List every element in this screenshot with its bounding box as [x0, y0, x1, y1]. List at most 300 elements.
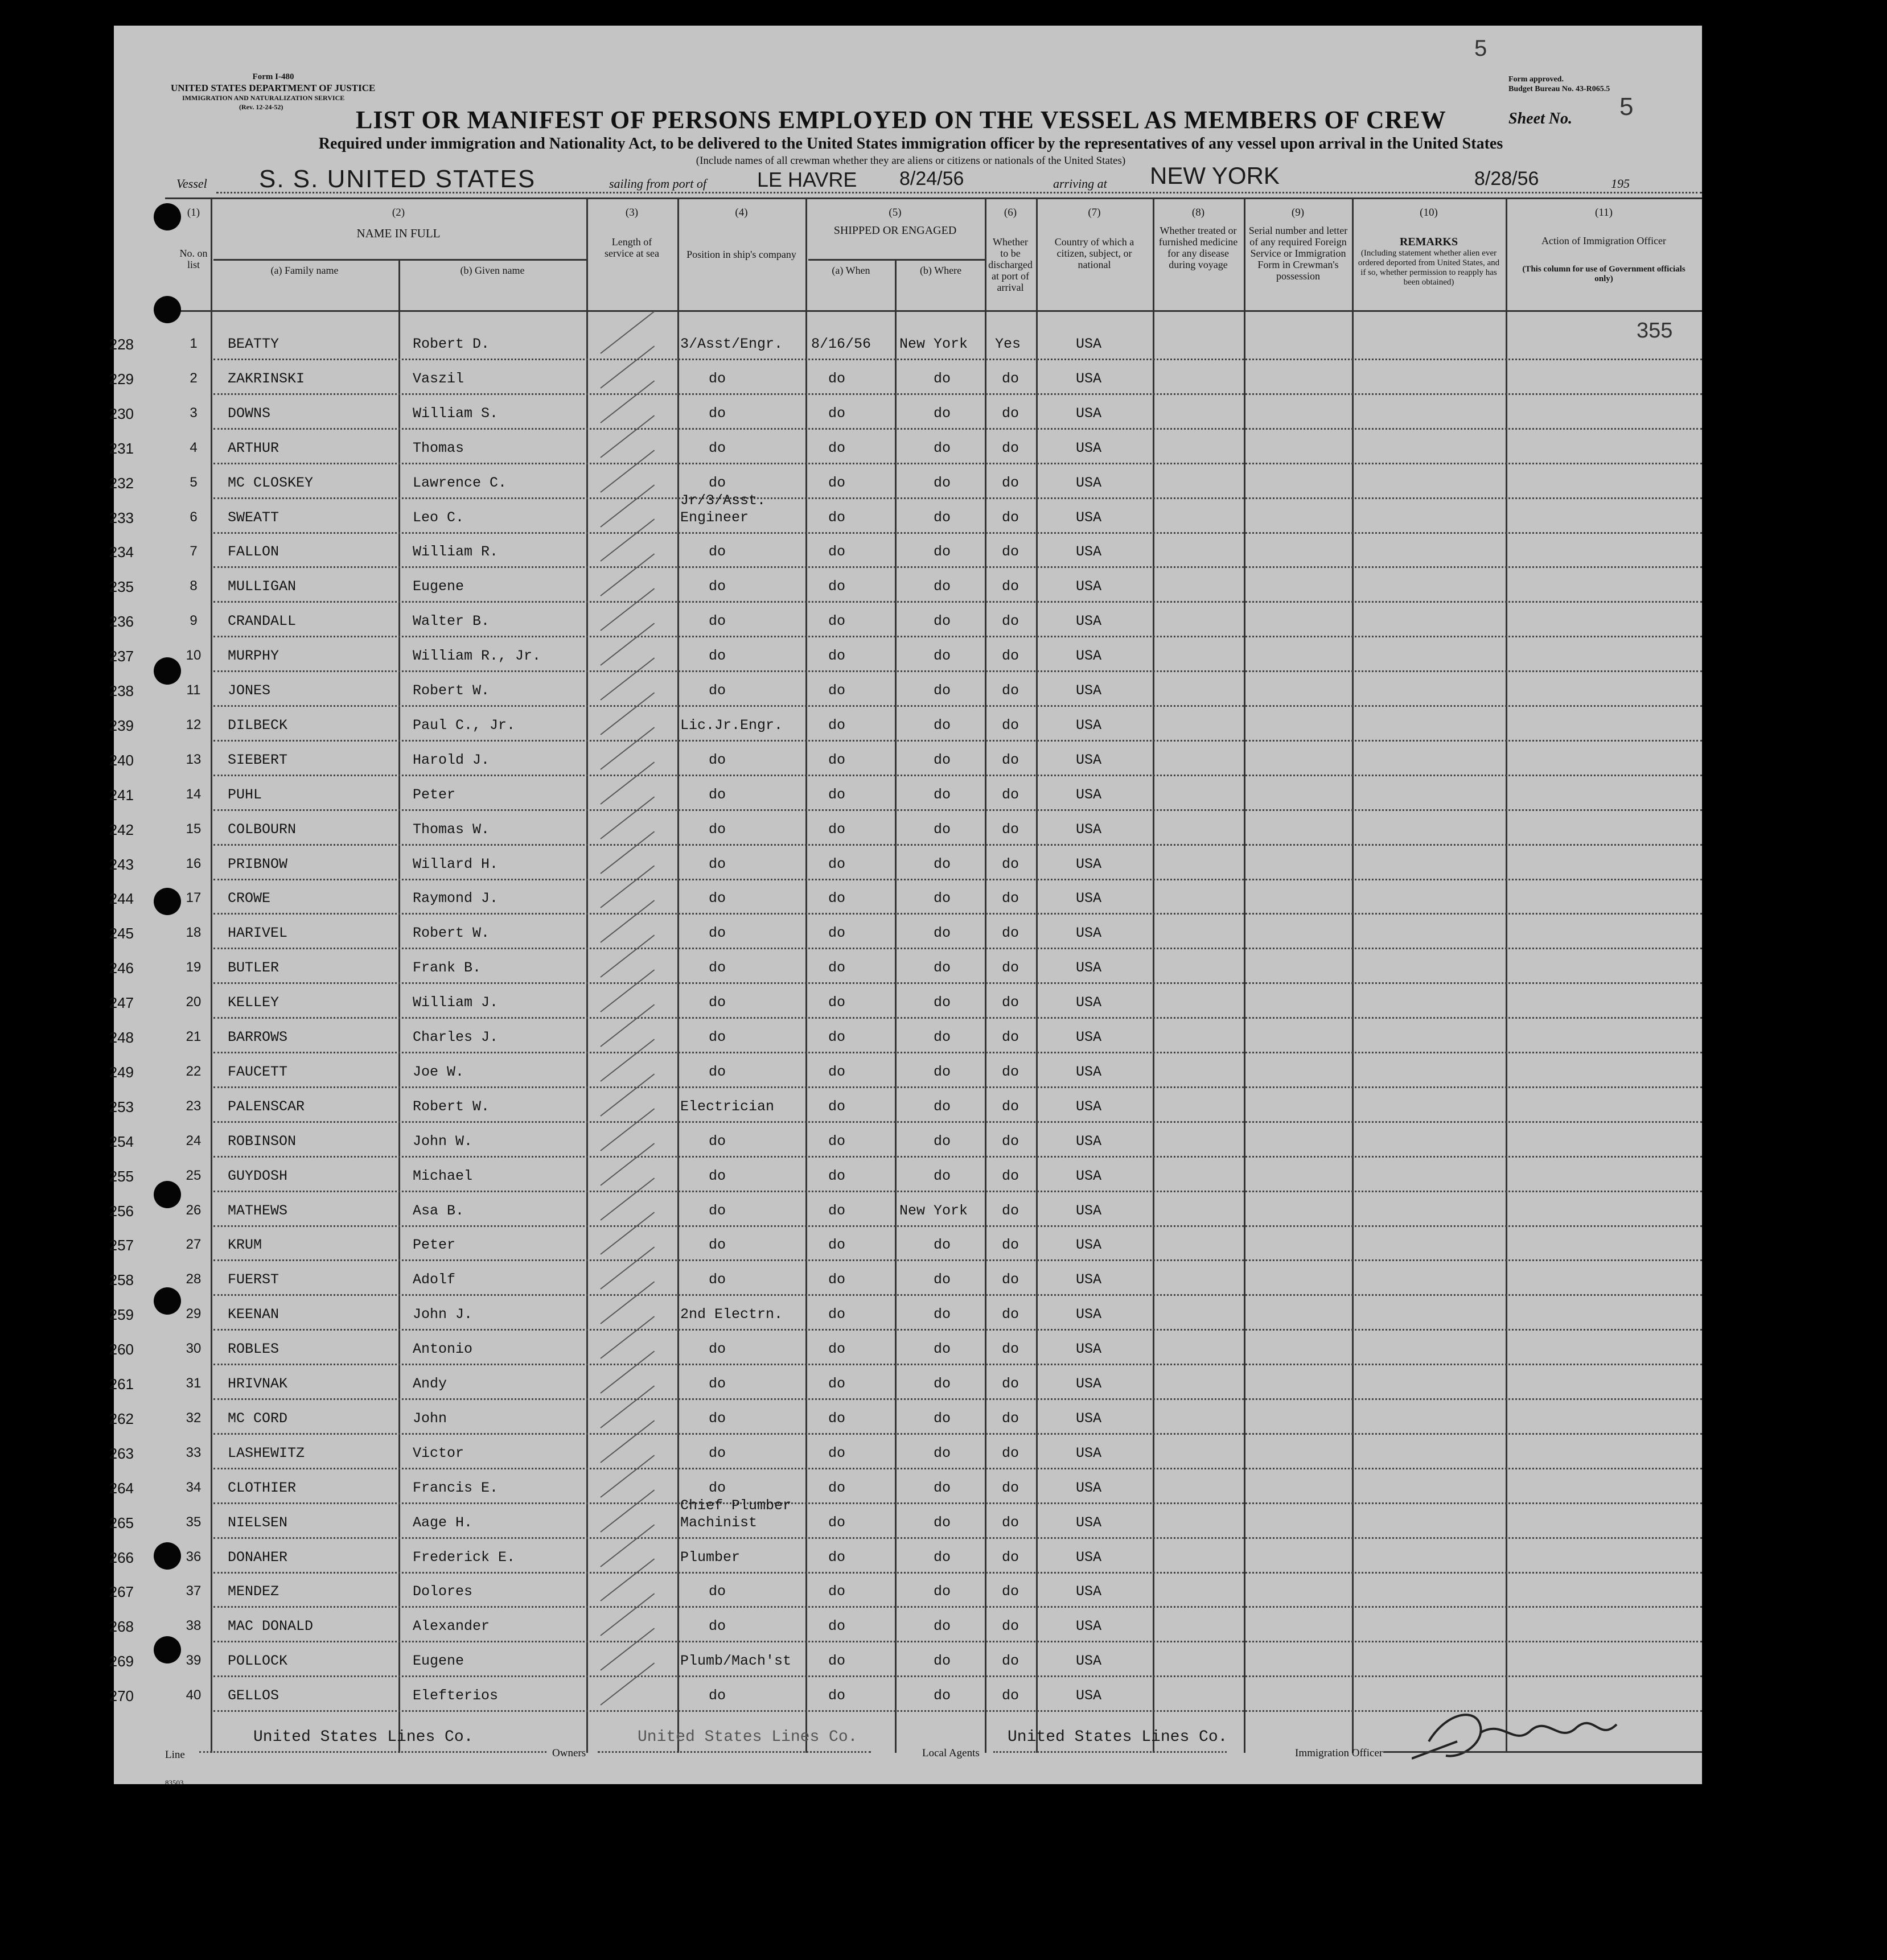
row-rule — [213, 1572, 1702, 1574]
row-list-number: 25 — [186, 1167, 202, 1183]
row-rule — [213, 497, 1702, 499]
row-country: USA — [1076, 1479, 1102, 1496]
service-check-mark — [600, 831, 655, 874]
row-given-name: Francis E. — [413, 1479, 499, 1496]
row-discharged: do — [1002, 648, 1019, 665]
row-ref-number: 262 — [109, 1410, 134, 1427]
row-ref-number: 232 — [109, 474, 134, 492]
row-shipped-when: do — [828, 1410, 846, 1427]
row-list-number: 20 — [186, 994, 202, 1010]
row-given-name: John J. — [413, 1306, 473, 1323]
service-check-mark — [600, 311, 655, 353]
row-rule — [213, 1121, 1702, 1123]
row-family-name: GUYDOSH — [228, 1167, 288, 1184]
row-country: USA — [1076, 1618, 1102, 1635]
row-ref-number: 253 — [109, 1098, 134, 1115]
row-shipped-when: do — [828, 474, 846, 491]
row-family-name: KEENAN — [228, 1306, 279, 1323]
sheet-number: 5 — [1619, 93, 1634, 121]
row-list-number: 5 — [190, 474, 198, 490]
row-list-number: 37 — [186, 1583, 202, 1599]
row-given-name: Victor — [413, 1444, 464, 1461]
col11-note: (This column for use of Government officials only) — [1522, 265, 1685, 283]
row-rule — [213, 1156, 1702, 1158]
row-rule — [213, 1364, 1702, 1365]
row-rule — [213, 601, 1702, 603]
service-check-mark — [600, 588, 655, 631]
row-shipped-when: do — [828, 509, 846, 526]
row-discharged: do — [1002, 751, 1019, 768]
row-country: USA — [1076, 1444, 1102, 1461]
row-family-name: SWEATT — [228, 509, 279, 526]
row-rule — [213, 1468, 1702, 1469]
officer-signature — [1412, 1702, 1662, 1770]
row-shipped-when: do — [828, 1202, 846, 1219]
row-shipped-where: do — [934, 1444, 951, 1461]
row-list-number: 31 — [186, 1376, 202, 1391]
include-note: (Include names of all crewman whether they are aliens or citizens or nationals of the United States) — [696, 155, 1126, 167]
row-given-name: Robert W. — [413, 925, 490, 942]
row-list-number: 9 — [190, 613, 198, 629]
service-check-mark — [600, 727, 655, 769]
row-family-name: POLLOCK — [228, 1653, 288, 1670]
row-rule — [213, 948, 1702, 949]
row-rule — [213, 359, 1702, 360]
col2b-heading: (b) Given name — [460, 265, 525, 276]
row-given-name: Andy — [413, 1376, 447, 1392]
row-given-name: John W. — [413, 1133, 473, 1150]
row-position: do — [709, 1341, 726, 1358]
row-rule — [213, 740, 1702, 742]
row-ref-number: 237 — [109, 648, 134, 665]
service-check-mark — [600, 1385, 655, 1428]
service-check-mark — [600, 796, 655, 839]
line-label: Line — [165, 1749, 185, 1761]
row-rule — [213, 1017, 1702, 1019]
row-shipped-when: do — [828, 1618, 846, 1635]
col11-number: (11) — [1595, 207, 1613, 219]
row-shipped-when: do — [828, 1271, 846, 1288]
row-position: do — [709, 1618, 726, 1635]
row-shipped-when: do — [828, 1133, 846, 1150]
row-shipped-when: do — [828, 1341, 846, 1358]
row-given-name: Elefterios — [413, 1687, 499, 1704]
row-discharged: do — [1002, 1410, 1019, 1427]
row-rule — [213, 1641, 1702, 1642]
row-position: Plumb/Mach'st — [680, 1653, 792, 1670]
row-shipped-where: do — [934, 1029, 951, 1045]
row-ref-number: 234 — [109, 543, 134, 561]
row-family-name: HARIVEL — [228, 925, 288, 942]
row-country: USA — [1076, 1687, 1102, 1704]
col8-heading: Whether treated or furnished medicine for any disease during voyage — [1158, 225, 1238, 270]
row-shipped-when: do — [828, 717, 846, 734]
row-given-name: Robert D. — [413, 336, 490, 352]
row-country: USA — [1076, 1514, 1102, 1531]
row-ref-number: 259 — [109, 1306, 134, 1324]
service-check-mark — [600, 1143, 655, 1185]
row-list-number: 40 — [186, 1687, 202, 1703]
row-given-name: Thomas — [413, 439, 464, 456]
row-family-name: PUHL — [228, 786, 262, 803]
col1-number: (1) — [187, 207, 200, 219]
row-list-number: 22 — [186, 1063, 202, 1079]
row-shipped-when: do — [828, 370, 846, 387]
footer-code: 83503 — [165, 1778, 184, 1787]
row-family-name: HRIVNAK — [228, 1376, 288, 1392]
col5-number: (5) — [889, 207, 902, 219]
col3-heading: Length of service at sea — [605, 236, 659, 259]
punch-hole — [154, 1542, 181, 1570]
row-ref-number: 236 — [109, 613, 134, 631]
subtitle: Required under immigration and Nationality Act, to be delivered to the United States immigration officer by the representatives of any vessel upon arrival in the United States — [318, 135, 1503, 153]
approval-line-2: Budget Bureau No. 43-R065.5 — [1508, 85, 1610, 93]
revision: (Rev. 12-24-52) — [239, 103, 283, 111]
row-shipped-when: do — [828, 1237, 846, 1254]
row-family-name: PALENSCAR — [228, 1098, 305, 1115]
row-ref-number: 266 — [109, 1549, 134, 1566]
row-rule — [213, 982, 1702, 984]
row-given-name: Leo C. — [413, 509, 464, 526]
row-country: USA — [1076, 751, 1102, 768]
row-discharged: do — [1002, 1167, 1019, 1184]
row-ref-number: 270 — [109, 1687, 134, 1705]
row-position: do — [709, 1583, 726, 1600]
row-discharged: do — [1002, 1202, 1019, 1219]
row-discharged: Yes — [995, 336, 1021, 352]
service-check-mark — [600, 1108, 655, 1151]
row-discharged: do — [1002, 1444, 1019, 1461]
row-shipped-when: do — [828, 1306, 846, 1323]
row-given-name: Eugene — [413, 1653, 464, 1670]
row-position: do — [709, 578, 726, 595]
row-rule — [213, 1259, 1702, 1261]
row-family-name: DILBECK — [228, 717, 288, 734]
row-family-name: DONAHER — [228, 1549, 288, 1566]
row-shipped-where: do — [934, 474, 951, 491]
row-shipped-when: do — [828, 1167, 846, 1184]
row-ref-number: 244 — [109, 890, 134, 908]
row-shipped-where: New York — [899, 336, 968, 352]
arriving-port: NEW YORK — [1150, 162, 1280, 189]
owners-label: Owners — [552, 1747, 586, 1759]
row-shipped-where: do — [934, 1341, 951, 1358]
service-check-mark — [600, 1524, 655, 1567]
row-list-number: 7 — [190, 543, 198, 559]
row-shipped-where: do — [934, 370, 951, 387]
punch-hole — [154, 888, 181, 915]
row-ref-number: 264 — [109, 1479, 134, 1497]
service-check-mark — [600, 1247, 655, 1290]
service-check-mark — [600, 450, 655, 492]
form-id: Form I-480 — [252, 72, 294, 81]
row-country: USA — [1076, 613, 1102, 630]
row-given-name: Thomas W. — [413, 821, 490, 838]
service-check-mark — [600, 1073, 655, 1116]
row-position: 2nd Electrn. — [680, 1306, 783, 1323]
row-ref-number: 238 — [109, 682, 134, 699]
row-shipped-when: do — [828, 613, 846, 630]
row-rule — [213, 1329, 1702, 1331]
row-position: do — [709, 613, 726, 630]
row-family-name: FALLON — [228, 543, 279, 561]
row-list-number: 6 — [190, 509, 198, 525]
row-ref-number: 249 — [109, 1063, 134, 1081]
row-list-number: 15 — [186, 821, 202, 837]
row-rule — [213, 775, 1702, 776]
row-shipped-where: do — [934, 925, 951, 942]
row-discharged: do — [1002, 613, 1019, 630]
row-country: USA — [1076, 821, 1102, 838]
row-shipped-when: do — [828, 1063, 846, 1080]
row-shipped-when: do — [828, 786, 846, 803]
service-check-mark — [600, 1316, 655, 1358]
row-given-name: William R., Jr. — [413, 648, 541, 665]
row-position: do — [709, 1063, 726, 1080]
row-ref-number: 231 — [109, 439, 134, 457]
col10-note: (Including statement whether alien ever ordered deported from United States, and if so, whether permission to reapply has been obtained) — [1358, 249, 1500, 287]
row-shipped-where: do — [934, 960, 951, 977]
col6-heading: Whether to be discharged at port of arrival — [988, 236, 1033, 293]
row-list-number: 8 — [190, 578, 198, 594]
row-rule — [213, 1191, 1702, 1192]
row-discharged: do — [1002, 405, 1019, 422]
row-position: do — [709, 1687, 726, 1704]
row-position: Jr/3/Asst. Engineer — [680, 492, 766, 526]
col2-heading: NAME IN FULL — [356, 227, 441, 240]
col7-number: (7) — [1088, 207, 1101, 219]
row-position: do — [709, 439, 726, 456]
service-check-mark — [600, 692, 655, 735]
row-shipped-where: do — [934, 1687, 951, 1704]
row-family-name: ROBINSON — [228, 1133, 297, 1150]
row-family-name: ZAKRINSKI — [228, 370, 305, 387]
row-list-number: 38 — [186, 1618, 202, 1634]
row-family-name: GELLOS — [228, 1687, 279, 1704]
row-discharged: do — [1002, 994, 1019, 1011]
row-country: USA — [1076, 405, 1102, 422]
row-list-number: 14 — [186, 786, 202, 802]
row-country: USA — [1076, 1202, 1102, 1219]
row-family-name: BEATTY — [228, 336, 279, 352]
row-rule — [213, 532, 1702, 534]
row-country: USA — [1076, 925, 1102, 942]
row-list-number: 27 — [186, 1237, 202, 1253]
row-ref-number: 245 — [109, 925, 134, 942]
row-shipped-where: do — [934, 1376, 951, 1392]
row-shipped-when: do — [828, 1376, 846, 1392]
row-shipped-where: do — [934, 890, 951, 907]
row-shipped-when: do — [828, 1098, 846, 1115]
row-rule — [213, 844, 1702, 846]
row-family-name: MULLIGAN — [228, 578, 297, 595]
row-position: do — [709, 474, 726, 491]
col8-number: (8) — [1191, 207, 1205, 219]
row-position: Chief Plumber Machinist — [680, 1497, 792, 1531]
row-family-name: MC CLOSKEY — [228, 474, 314, 491]
row-shipped-where: do — [934, 855, 951, 872]
row-family-name: MURPHY — [228, 648, 279, 665]
row-shipped-where: do — [934, 1653, 951, 1670]
service-check-mark — [600, 1177, 655, 1220]
service-check-mark — [600, 345, 655, 388]
row-list-number: 23 — [186, 1098, 202, 1114]
row-rule — [213, 705, 1702, 707]
row-ref-number: 257 — [109, 1237, 134, 1254]
row-given-name: Asa B. — [413, 1202, 464, 1219]
row-shipped-where: do — [934, 439, 951, 456]
row-ref-number: 256 — [109, 1202, 134, 1220]
row-discharged: do — [1002, 1306, 1019, 1323]
row-ref-number: 240 — [109, 751, 134, 769]
line-value: United States Lines Co. — [253, 1728, 474, 1746]
punch-hole — [154, 203, 181, 230]
row-discharged: do — [1002, 821, 1019, 838]
row-given-name: Lawrence C. — [413, 474, 507, 491]
row-list-number: 32 — [186, 1410, 202, 1426]
row-country: USA — [1076, 717, 1102, 734]
row-shipped-when: do — [828, 405, 846, 422]
row-country: USA — [1076, 1133, 1102, 1150]
row-shipped-where: do — [934, 1306, 951, 1323]
row-list-number: 19 — [186, 960, 202, 975]
row-ref-number: 228 — [109, 336, 134, 353]
row-shipped-where: do — [934, 1514, 951, 1531]
row-given-name: Dolores — [413, 1583, 473, 1600]
row-ref-number: 258 — [109, 1271, 134, 1289]
row-country: USA — [1076, 1583, 1102, 1600]
row-shipped-where: do — [934, 1549, 951, 1566]
row-rule — [213, 1052, 1702, 1053]
row-discharged: do — [1002, 855, 1019, 872]
row-family-name: LASHEWITZ — [228, 1444, 305, 1461]
row-country: USA — [1076, 1098, 1102, 1115]
service-check-mark — [600, 900, 655, 943]
row-ref-number: 268 — [109, 1618, 134, 1636]
row-discharged: do — [1002, 1549, 1019, 1566]
row-given-name: Vaszil — [413, 370, 464, 387]
department: UNITED STATES DEPARTMENT OF JUSTICE — [171, 83, 376, 93]
row-given-name: Adolf — [413, 1271, 456, 1288]
service-check-mark — [600, 1212, 655, 1255]
row-position: do — [709, 1444, 726, 1461]
row-rule — [213, 1675, 1702, 1677]
row-position: do — [709, 751, 726, 768]
row-position: do — [709, 821, 726, 838]
col7-heading: Country of which a citizen, subject, or national — [1054, 236, 1134, 270]
sailing-date: 8/24/56 — [899, 168, 964, 190]
row-country: USA — [1076, 1029, 1102, 1045]
row-given-name: Robert W. — [413, 682, 490, 699]
row-list-number: 1 — [190, 336, 198, 351]
row-discharged: do — [1002, 925, 1019, 942]
row-family-name: JONES — [228, 682, 271, 699]
row-position: do — [709, 1167, 726, 1184]
row-country: USA — [1076, 1341, 1102, 1358]
row-given-name: William J. — [413, 994, 499, 1011]
service-check-mark — [600, 1662, 655, 1705]
row-position: Lic.Jr.Engr. — [680, 717, 783, 734]
row-country: USA — [1076, 682, 1102, 699]
row-ref-number: 263 — [109, 1444, 134, 1462]
row-ref-number: 235 — [109, 578, 134, 596]
row-list-number: 24 — [186, 1133, 202, 1148]
row-rule — [213, 566, 1702, 568]
row-rule — [213, 1294, 1702, 1296]
row-shipped-when: do — [828, 821, 846, 838]
row-shipped-where: do — [934, 613, 951, 630]
row-discharged: do — [1002, 1341, 1019, 1358]
row-country: USA — [1076, 543, 1102, 561]
row-ref-number: 248 — [109, 1029, 134, 1046]
service-check-mark — [600, 554, 655, 596]
manifest-sheet — [109, 26, 1702, 1787]
col4-number: (4) — [735, 207, 748, 219]
punch-hole — [154, 1287, 181, 1315]
col3-number: (3) — [625, 207, 639, 219]
service-check-mark — [600, 1004, 655, 1047]
row-country: USA — [1076, 439, 1102, 456]
row-country: USA — [1076, 994, 1102, 1011]
sheet-label: Sheet No. — [1508, 110, 1572, 127]
row-position: do — [709, 994, 726, 1011]
row-given-name: Joe W. — [413, 1063, 464, 1080]
service-check-mark — [600, 1350, 655, 1393]
row-ref-number: 242 — [109, 821, 134, 838]
row-ref-number: 269 — [109, 1653, 134, 1670]
col5a-heading: (a) When — [832, 265, 870, 276]
row-country: USA — [1076, 1167, 1102, 1184]
col4-heading: Position in ship's company — [686, 249, 796, 260]
top-mark: 5 — [1474, 36, 1487, 61]
row-ref-number: 239 — [109, 717, 134, 734]
row-shipped-where: do — [934, 1583, 951, 1600]
row-shipped-when: do — [828, 751, 846, 768]
row-position: Electrician — [680, 1098, 775, 1115]
row-rule — [213, 1537, 1702, 1539]
row-ref-number: 233 — [109, 509, 134, 526]
col5b-heading: (b) Where — [919, 265, 962, 276]
row-given-name: Paul C., Jr. — [413, 717, 516, 734]
row-given-name: William S. — [413, 405, 499, 422]
row-list-number: 30 — [186, 1341, 202, 1357]
row-country: USA — [1076, 890, 1102, 907]
row-shipped-when: do — [828, 994, 846, 1011]
row-position: 3/Asst/Engr. — [680, 336, 783, 352]
punch-hole — [154, 657, 181, 685]
row-discharged: do — [1002, 1063, 1019, 1080]
row-shipped-when: do — [828, 890, 846, 907]
row-country: USA — [1076, 336, 1102, 352]
row-discharged: do — [1002, 786, 1019, 803]
row-given-name: Aage H. — [413, 1514, 473, 1531]
row-discharged: do — [1002, 717, 1019, 734]
row-shipped-where: do — [934, 1133, 951, 1150]
row-country: USA — [1076, 1271, 1102, 1288]
row-given-name: Michael — [413, 1167, 473, 1184]
row-family-name: BUTLER — [228, 960, 279, 977]
row-shipped-when: 8/16/56 — [811, 336, 871, 352]
row-family-name: CROWE — [228, 890, 271, 907]
row-given-name: Robert W. — [413, 1098, 490, 1115]
service-check-mark — [600, 1282, 655, 1324]
row-position: do — [709, 855, 726, 872]
row-discharged: do — [1002, 474, 1019, 491]
row-position: do — [709, 682, 726, 699]
row-shipped-where: do — [934, 1167, 951, 1184]
row-given-name: Raymond J. — [413, 890, 499, 907]
row-position: do — [709, 1479, 726, 1496]
